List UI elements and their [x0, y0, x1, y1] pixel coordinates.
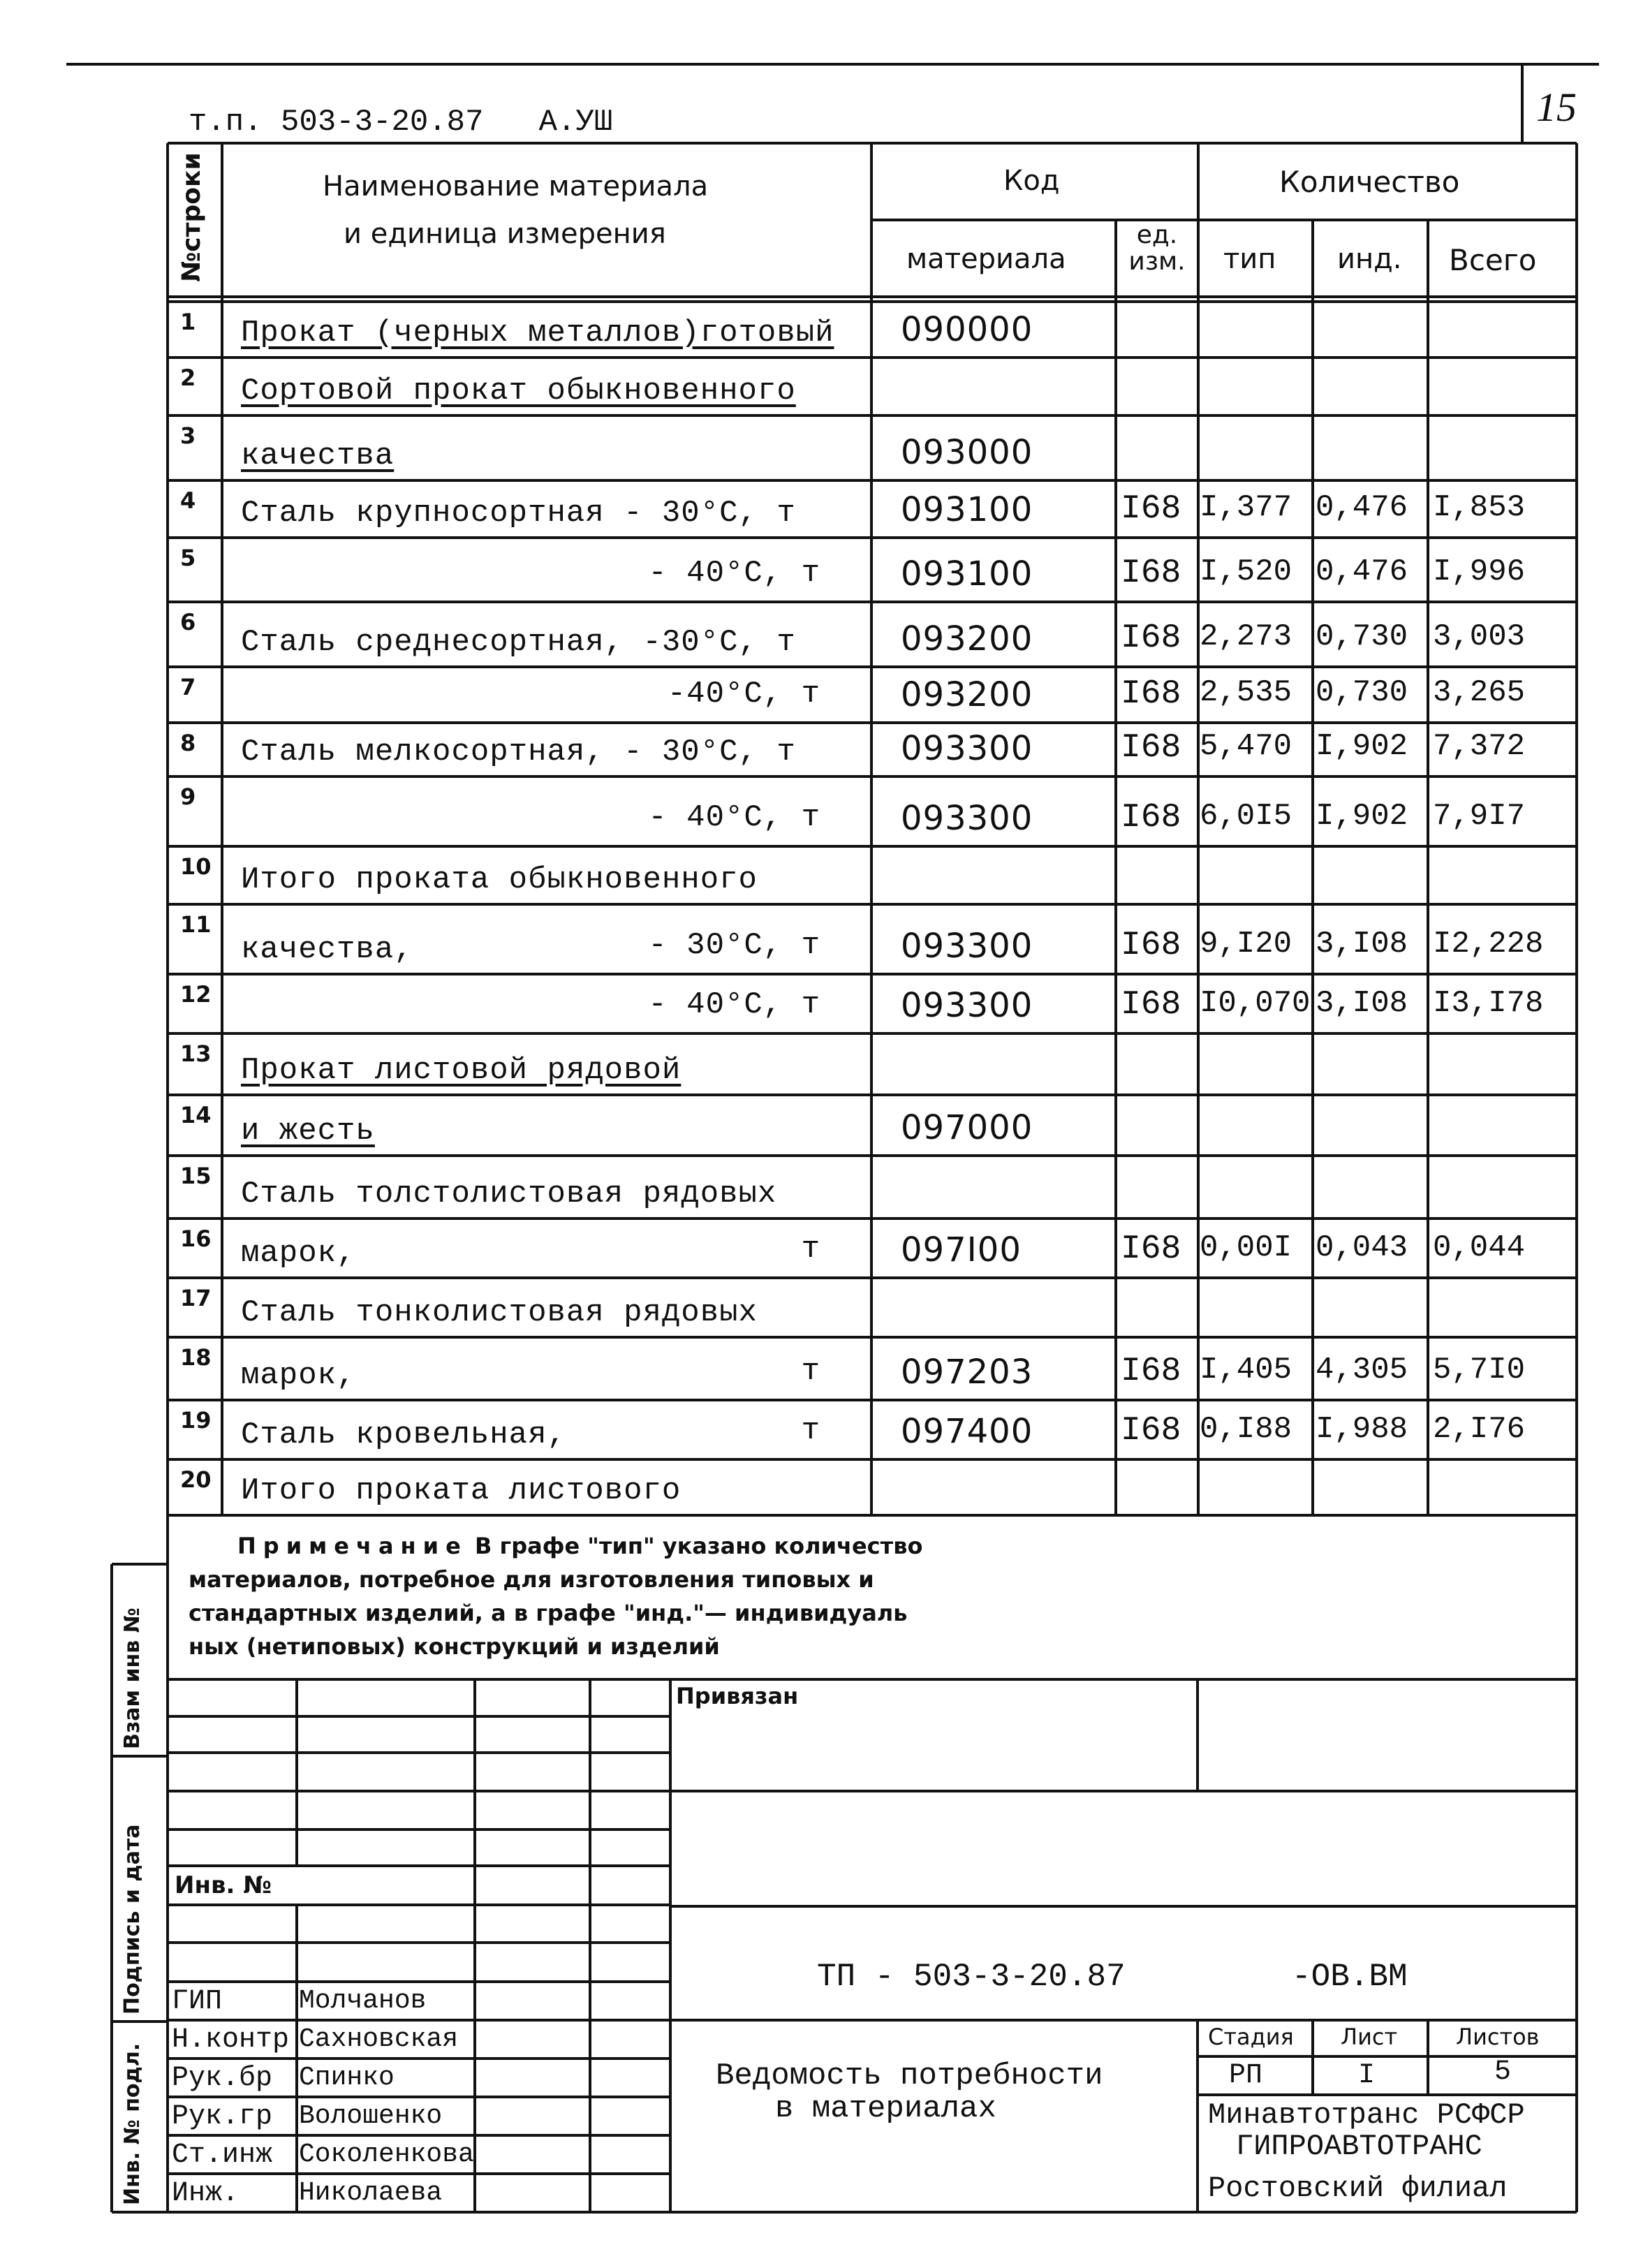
material-name: Итого проката обыкновенного — [241, 862, 758, 897]
row-number: 20 — [180, 1466, 212, 1493]
material-name: Итого проката листового — [241, 1473, 682, 1508]
signer-name: Сахновская — [299, 2024, 459, 2054]
type-header: тип — [1223, 243, 1276, 275]
material-code: 097203 — [901, 1353, 1033, 1392]
unit-code: I68 — [1121, 1412, 1181, 1450]
sheets-label: Листов — [1456, 2024, 1540, 2050]
material-code: 090000 — [901, 310, 1033, 349]
row-number: 2 — [180, 364, 196, 391]
row-number: 14 — [180, 1102, 212, 1128]
material-code: 093100 — [901, 490, 1033, 529]
unit-code: I68 — [1121, 1230, 1181, 1268]
quantity-ind: 0,730 — [1316, 675, 1408, 710]
material-name: и жесть — [241, 1114, 375, 1149]
material-name: Сталь тонколистовая рядовых — [241, 1295, 758, 1330]
quantity-type: I,520 — [1200, 554, 1292, 589]
unit-code: I68 — [1121, 729, 1181, 767]
doc-reference: т.п. 503-3-20.87 А.УШ — [189, 105, 613, 140]
quantity-total: I,853 — [1433, 490, 1526, 525]
material-name-right: - 30°С, т — [648, 928, 820, 963]
unit-code: I68 — [1121, 986, 1181, 1024]
signer-role: Инж. — [172, 2178, 240, 2209]
material-name: Прокат (черных металлов)готовый — [241, 316, 834, 351]
unit-code: I68 — [1121, 1353, 1181, 1390]
unit-code: I68 — [1121, 619, 1181, 657]
material-code: 097400 — [901, 1412, 1033, 1451]
designation-suffix: -ОВ.ВМ — [1292, 1959, 1408, 1995]
quantity-type: 0,00I — [1200, 1230, 1292, 1265]
material-name: Сталь толстолистовая рядовых — [241, 1177, 777, 1212]
signer-name: Соколенкова — [299, 2140, 474, 2170]
quantity-total: 5,7I0 — [1433, 1353, 1526, 1387]
document-title-line1: Ведомость потребности — [716, 2059, 1103, 2093]
sheet-value: I — [1358, 2060, 1376, 2091]
material-name: Сталь мелкосортная, - 30°С, т — [241, 735, 796, 770]
quantity-type: 6,0I5 — [1200, 799, 1292, 834]
material-name-right: т — [801, 1354, 820, 1389]
quantity-total: 2,I76 — [1433, 1412, 1526, 1447]
material-code: 093200 — [901, 675, 1033, 714]
quantity-total: 0,044 — [1433, 1230, 1526, 1265]
quantity-group-header: Количество — [1279, 165, 1460, 199]
unit-code: I68 — [1121, 675, 1181, 713]
row-number: 18 — [180, 1344, 212, 1371]
total-header: Всего — [1449, 243, 1537, 277]
material-code: 097000 — [901, 1108, 1033, 1147]
unit-code: I68 — [1121, 927, 1181, 964]
note-line3: стандартных изделий, а в графе "инд."— индивидуаль — [189, 1600, 908, 1626]
organization-line1: Минавтотранс РСФСР — [1208, 2098, 1525, 2132]
quantity-total: 3,265 — [1433, 675, 1526, 710]
signer-role: Ст.инж — [172, 2140, 273, 2171]
quantity-ind: 0,476 — [1316, 554, 1408, 589]
privyazan-label: Привязан — [676, 1683, 799, 1709]
organization-line3: Ростовский филиал — [1208, 2172, 1508, 2205]
row-number: 8 — [180, 730, 196, 756]
material-code: 093300 — [901, 927, 1033, 966]
name-header-line2: и единица измерения — [344, 218, 666, 250]
signer-name: Николаева — [299, 2178, 443, 2208]
row-number: 7 — [180, 674, 196, 700]
material-name: марок, — [241, 1236, 356, 1271]
unit-code: I68 — [1121, 554, 1181, 592]
signer-role: Н.контр — [172, 2024, 290, 2056]
stage-label: Стадия — [1208, 2024, 1294, 2050]
quantity-total: 7,9I7 — [1433, 799, 1526, 834]
name-header-line1: Наименование материала — [323, 170, 709, 202]
page-number: 15 — [1536, 84, 1577, 130]
signer-name: Волошенко — [299, 2101, 443, 2131]
quantity-ind: 0,730 — [1316, 619, 1408, 654]
side-label-vzam: Взам инв № — [120, 1607, 145, 1749]
quantity-type: 2,535 — [1200, 675, 1292, 710]
material-name-right: т — [801, 1413, 820, 1448]
material-name: качества, — [241, 932, 413, 967]
signer-role: ГИП — [172, 1986, 223, 2017]
material-name-right: - 40°С, т — [648, 987, 820, 1022]
quantity-ind: I,988 — [1316, 1412, 1408, 1447]
material-name-right: - 40°С, т — [648, 556, 820, 591]
stage-value: РП — [1229, 2060, 1263, 2091]
material-name: марок, — [241, 1358, 356, 1393]
row-number: 3 — [180, 422, 196, 449]
row-number: 16 — [180, 1225, 212, 1252]
note-block — [189, 1529, 922, 1663]
row-number: 19 — [180, 1407, 212, 1434]
row-number: 4 — [180, 487, 196, 514]
material-code: 093200 — [901, 619, 1033, 658]
material-code: 093300 — [901, 799, 1033, 838]
material-code-header: материала — [906, 243, 1066, 275]
row-number: 11 — [180, 911, 212, 938]
organization-line2: ГИПРОАВТОТРАНС — [1236, 2130, 1482, 2163]
material-name: Прокат листовой рядовой — [241, 1053, 682, 1088]
code-group-header: Код — [1003, 165, 1060, 197]
signer-name: Спинко — [299, 2063, 395, 2093]
row-number: 10 — [180, 853, 212, 880]
quantity-type: I,405 — [1200, 1353, 1292, 1387]
quantity-ind: 3,I08 — [1316, 986, 1408, 1021]
material-name: Сталь крупносортная - 30°С, т — [241, 496, 796, 531]
quantity-ind: 0,476 — [1316, 490, 1408, 525]
note-heading: Примечание — [237, 1533, 468, 1559]
row-number: 15 — [180, 1163, 212, 1189]
material-name-right: -40°С, т — [667, 677, 820, 712]
quantity-ind: 3,I08 — [1316, 927, 1408, 962]
inv-no-label: Инв. № — [175, 1871, 272, 1899]
note-line2: материалов, потребное для изготовления типовых и — [189, 1566, 874, 1593]
note-line4: ных (нетиповых) конструкций и изделий — [189, 1633, 720, 1660]
quantity-type: 0,I88 — [1200, 1412, 1292, 1447]
quantity-total: I3,I78 — [1433, 986, 1544, 1021]
material-name-right: - 40°С, т — [648, 800, 820, 835]
unit-header: ед. изм. — [1128, 221, 1186, 276]
material-code: 093300 — [901, 986, 1033, 1025]
unit-code: I68 — [1121, 490, 1181, 528]
sheets-value: 5 — [1494, 2056, 1512, 2088]
quantity-type: I0,070 — [1200, 986, 1311, 1021]
unit-code: I68 — [1121, 799, 1181, 837]
quantity-type: 2,273 — [1200, 619, 1292, 654]
material-name: Сталь кровельная, — [241, 1418, 566, 1452]
row-number-header: №строки — [177, 152, 206, 282]
signer-name: Молчанов — [299, 1986, 427, 2016]
quantity-total: 3,003 — [1433, 619, 1526, 654]
material-code: 097I00 — [901, 1230, 1022, 1269]
material-code: 093100 — [901, 554, 1033, 594]
signer-role: Рук.гр — [172, 2101, 273, 2133]
note-line1: В графе "тип" указано количество — [474, 1533, 923, 1559]
quantity-total: I2,228 — [1433, 927, 1544, 962]
quantity-type: 9,I20 — [1200, 927, 1292, 962]
side-label-podpis: Подпись и дата — [120, 1824, 145, 2015]
material-name: Сталь среднесортная, -30°С, т — [241, 625, 796, 660]
ind-header: инд. — [1337, 243, 1402, 275]
material-code: 093300 — [901, 729, 1033, 768]
quantity-ind: 4,305 — [1316, 1353, 1408, 1387]
designation-code: ТП - 503-3-20.87 — [817, 1959, 1126, 1995]
quantity-total: 7,372 — [1433, 729, 1526, 764]
quantity-ind: I,902 — [1316, 729, 1408, 764]
quantity-type: 5,470 — [1200, 729, 1292, 764]
quantity-ind: 0,043 — [1316, 1230, 1408, 1265]
row-number: 9 — [180, 783, 196, 810]
material-name: качества — [241, 439, 395, 473]
row-number: 5 — [180, 545, 196, 571]
row-number: 13 — [180, 1040, 212, 1067]
side-label-inv-podl: Инв. № подл. — [120, 2042, 145, 2205]
quantity-ind: I,902 — [1316, 799, 1408, 834]
row-number: 12 — [180, 981, 212, 1008]
row-number: 17 — [180, 1285, 212, 1311]
material-code: 093000 — [901, 433, 1033, 472]
quantity-total: I,996 — [1433, 554, 1526, 589]
document-title-line2: в материалах — [775, 2091, 996, 2126]
row-number: 1 — [180, 309, 196, 335]
quantity-type: I,377 — [1200, 490, 1292, 525]
material-name: Сортовой прокат обыкновенного — [241, 374, 796, 408]
sheet-label: Лист — [1341, 2024, 1398, 2050]
material-name-right: т — [801, 1232, 820, 1267]
signer-role: Рук.бр — [172, 2063, 273, 2094]
row-number: 6 — [180, 609, 196, 635]
